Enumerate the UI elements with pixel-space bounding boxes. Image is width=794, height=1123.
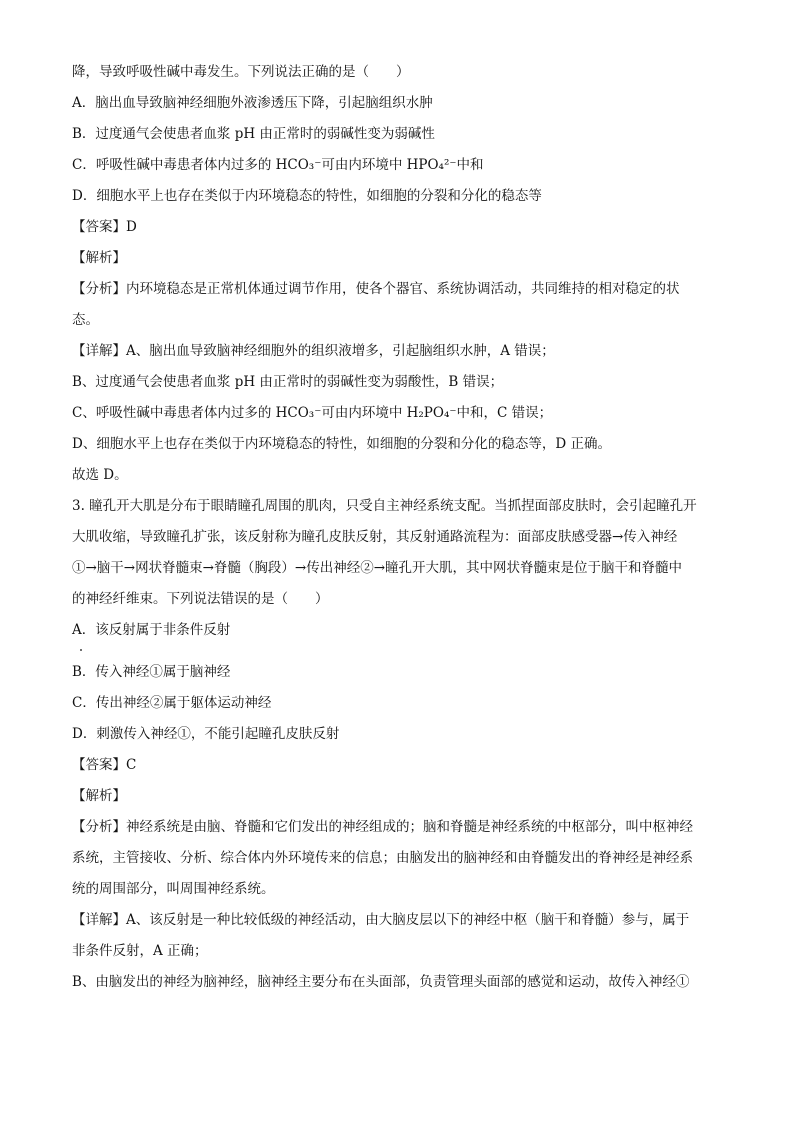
- question-3-stem: 大肌收缩，导致瞳孔扩张，该反射称为瞳孔皮肤反射，其反射通路流程为：面部皮肤感受器→传入神经: [72, 529, 678, 545]
- analysis-text-line: 系统，主管接收、分析、综合体内外环境传来的信息；由脑发出的脑神经和由脊髓发出的脊神经是神经系: [72, 850, 693, 866]
- detail-text-line: B、过度通气会使患者血浆 pH 由正常时的弱碱性变为弱酸性，B 错误；: [72, 374, 504, 390]
- detail-text-line: 【详解】A、脑出血导致脑神经细胞外的组织液增多，引起脑组织水肿，A 错误；: [72, 343, 555, 359]
- question-stem-continued: 降，导致呼吸性碱中毒发生。下列说法正确的是（ ）: [72, 64, 410, 80]
- option-a: A．脑出血导致脑神经细胞外液渗透压下降，引起脑组织水肿: [72, 95, 433, 111]
- detail-text-line: C、呼吸性碱中毒患者体内过多的 HCO₃⁻可由内环境中 H₂PO₄⁻中和，C 错误；: [72, 405, 553, 421]
- detail-text-line: B、由脑发出的神经为脑神经，脑神经主要分布在头面部，负责管理头面部的感觉和运动，故传入神经①: [72, 974, 690, 990]
- choice-conclusion: 故选 D。: [72, 467, 128, 483]
- analysis-text-line: 【分析】内环境稳态是正常机体通过调节作用，使各个器官、系统协调活动，共同维持的相对稳定的状: [72, 281, 680, 297]
- detail-text-line: D、细胞水平上也存在类似于内环境稳态的特性，如细胞的分裂和分化的稳态等，D 正确。: [72, 436, 611, 452]
- answer-label: 【答案】D: [72, 219, 137, 235]
- question-3-stem: ①→脑干→网状脊髓束→脊髓（胸段）→传出神经②→瞳孔开大肌，其中网状脊髓束是位于脑干和脊髓中: [72, 560, 683, 576]
- question-3-stem: 3. 瞳孔开大肌是分布于眼睛瞳孔周围的肌肉，只受自主神经系统支配。当抓捏面部皮肤时，会引起瞳孔开: [72, 498, 697, 514]
- detail-text-line: 【详解】A、该反射是一种比较低级的神经活动，由大脑皮层以下的神经中枢（脑干和脊髓）参与，属于: [72, 912, 690, 928]
- question-3-stem: 的神经纤维束。下列说法错误的是（ ）: [72, 591, 329, 607]
- option-d: D．细胞水平上也存在类似于内环境稳态的特性，如细胞的分裂和分化的稳态等: [72, 188, 542, 204]
- analysis-text-line: 【分析】神经系统是由脑、脊髓和它们发出的神经组成的；脑和脊髓是神经系统的中枢部分，叫中枢神经: [72, 819, 693, 835]
- option-b: B．传入神经①属于脑神经: [72, 664, 231, 680]
- stray-dot: [80, 649, 82, 651]
- analysis-text-line: 态。: [72, 312, 99, 328]
- answer-label: 【答案】C: [72, 757, 137, 773]
- option-b: B．过度通气会使患者血浆 pH 由正常时的弱碱性变为弱碱性: [72, 126, 435, 142]
- document-body: [72, 62, 727, 992]
- analysis-label: 【解析】: [72, 788, 126, 804]
- option-c: C．呼吸性碱中毒患者体内过多的 HCO₃⁻可由内环境中 HPO₄²⁻中和: [72, 157, 484, 173]
- option-c: C．传出神经②属于躯体运动神经: [72, 695, 272, 711]
- option-a: A．该反射属于非条件反射: [72, 622, 231, 638]
- analysis-label: 【解析】: [72, 250, 126, 266]
- analysis-text-line: 统的周围部分，叫周围神经系统。: [72, 881, 275, 897]
- detail-text-line: 非条件反射，A 正确；: [72, 943, 208, 959]
- option-d: D．刺激传入神经①，不能引起瞳孔皮肤反射: [72, 726, 340, 742]
